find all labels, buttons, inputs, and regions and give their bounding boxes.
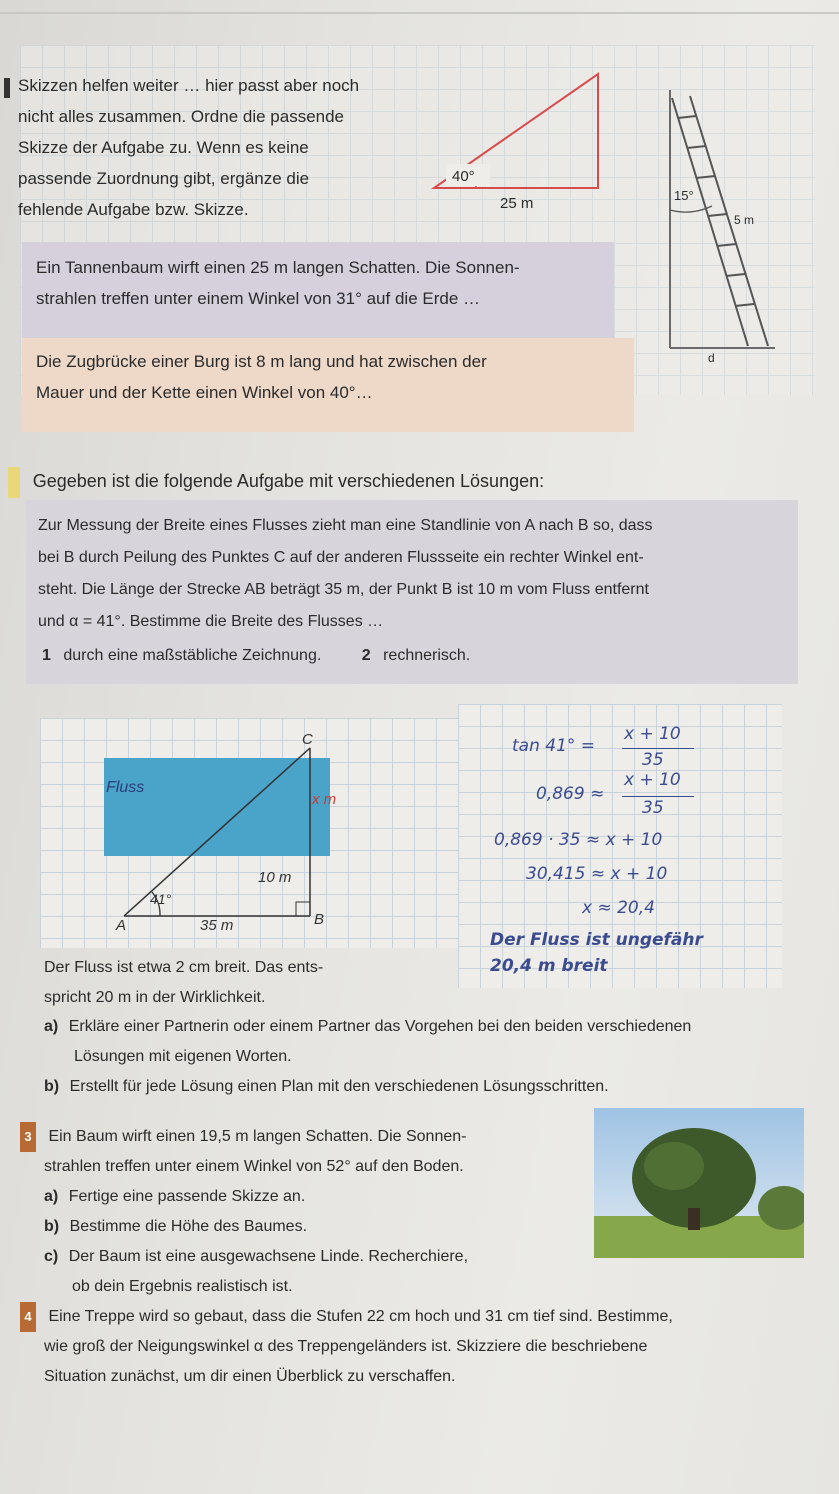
subquestion-text: Der Baum ist eine ausgewachsene Linde. Recherchiere, bbox=[68, 1248, 469, 1265]
angle-label: 15° bbox=[674, 188, 694, 203]
right-angle-mark bbox=[296, 902, 310, 916]
point-b: B bbox=[314, 911, 325, 928]
x-label: x m bbox=[312, 791, 337, 808]
task3 bbox=[20, 1122, 600, 1302]
option1-text: durch eine maßstäbliche Zeichnung. bbox=[63, 647, 322, 664]
task2-subquestions bbox=[44, 1012, 824, 1102]
distance-label: d bbox=[708, 351, 715, 365]
ladder-rail-right bbox=[690, 96, 768, 346]
ladder-rung bbox=[678, 116, 696, 118]
fraction-bar bbox=[622, 748, 694, 749]
river-label: Fluss bbox=[106, 779, 145, 796]
intro-line: nicht alles zusammen. Ordne die passende bbox=[18, 107, 345, 126]
intro-text bbox=[18, 70, 418, 225]
calc-line-6: Der Fluss ist ungefähr bbox=[490, 930, 703, 950]
calc-left: 0,869 ≈ bbox=[536, 784, 605, 804]
tree-trunk bbox=[688, 1208, 700, 1230]
angle-label: 40° bbox=[452, 168, 475, 185]
subquestion-text: Bestimme die Höhe des Baumes. bbox=[69, 1218, 308, 1235]
calc-line-3: 0,869 · 35 ≈ x + 10 bbox=[494, 830, 663, 850]
sketch-triangle-red bbox=[420, 60, 620, 220]
box-line: Mauer und der Kette einen Winkel von 40°… bbox=[36, 383, 373, 402]
subquestion-b bbox=[44, 1072, 824, 1102]
calc-numerator: x + 10 bbox=[624, 770, 681, 790]
subquestion-a-cont: Lösungen mit eigenen Worten. bbox=[74, 1048, 292, 1065]
task3-b bbox=[20, 1212, 600, 1242]
solution-line: Der Fluss ist etwa 2 cm breit. Das ents- bbox=[44, 959, 324, 976]
distance-label: 10 m bbox=[258, 869, 292, 886]
task-number-badge: 2 bbox=[8, 467, 20, 498]
task2-line: steht. Die Länge der Strecke AB beträgt 35 m, der Punkt B ist 10 m vom Fluss entfernt bbox=[38, 581, 649, 598]
task-box-fluss bbox=[26, 500, 798, 684]
task-number-badge: 3 bbox=[20, 1122, 36, 1152]
task3-line1 bbox=[20, 1122, 600, 1152]
task4-line3: Situation zunächst, um dir einen Überblick zu verschaffen. bbox=[44, 1368, 456, 1385]
subquestion-a bbox=[44, 1012, 824, 1042]
calc-left: tan 41° = bbox=[512, 736, 596, 756]
page-top-edge bbox=[0, 12, 839, 14]
subquestion-label: a) bbox=[44, 1018, 59, 1035]
box-line: Die Zugbrücke einer Burg ist 8 m lang und hat zwischen der bbox=[36, 352, 487, 371]
point-a: A bbox=[116, 917, 127, 934]
task2-heading bbox=[8, 466, 808, 498]
intro-line: Skizzen helfen weiter … hier passt aber noch bbox=[18, 76, 360, 95]
subquestion-label: a) bbox=[44, 1188, 59, 1205]
calc-line-2 bbox=[536, 770, 756, 820]
task-box-zugbruecke bbox=[22, 338, 634, 432]
task3-a bbox=[20, 1182, 600, 1212]
solution1-text bbox=[44, 952, 464, 984]
calc-numerator: x + 10 bbox=[624, 724, 681, 744]
subquestion-text: Fertige eine passende Skizze an. bbox=[68, 1188, 306, 1205]
solution-line: spricht 20 m in der Wirklichkeit. bbox=[44, 989, 266, 1006]
ladder-rung bbox=[735, 304, 754, 306]
fraction-bar bbox=[622, 796, 694, 797]
solution1-text-2 bbox=[44, 982, 464, 1014]
task2-line: und α = 41°. Bestimme die Breite des Flusses … bbox=[38, 613, 384, 630]
intro-marker bbox=[4, 78, 10, 98]
sketch-ladder bbox=[660, 90, 780, 380]
task3-line2: strahlen treffen unter einem Winkel von 52° auf den Boden. bbox=[44, 1158, 464, 1175]
ladder-rung bbox=[717, 244, 736, 246]
task3-text: Ein Baum wirft einen 19,5 m langen Schatten. Die Sonnen- bbox=[48, 1128, 467, 1145]
ladder-rung bbox=[726, 274, 745, 276]
calc-line-4: 30,415 ≈ x + 10 bbox=[526, 864, 668, 884]
ladder-rung bbox=[708, 214, 727, 216]
side-label: 5 m bbox=[734, 213, 755, 227]
option2-text: rechnerisch. bbox=[383, 647, 471, 664]
task2-options bbox=[38, 640, 786, 672]
task-box-tannenbaum bbox=[22, 242, 614, 338]
tree-photo bbox=[594, 1108, 804, 1258]
task2-line: Zur Messung der Breite eines Flusses zieht man eine Standlinie von A nach B so, dass bbox=[38, 517, 653, 534]
box-line: strahlen treffen unter einem Winkel von 31° auf die Erde … bbox=[36, 289, 481, 308]
subquestion-label: c) bbox=[44, 1248, 59, 1265]
intro-line: fehlende Aufgabe bzw. Skizze. bbox=[18, 200, 249, 219]
task3-c bbox=[20, 1242, 600, 1272]
angle-label: 41° bbox=[150, 891, 172, 907]
task4-line1 bbox=[20, 1302, 820, 1332]
river-sketch bbox=[40, 718, 460, 948]
option1-number: 1 bbox=[42, 647, 51, 664]
tree-crown-highlight bbox=[644, 1142, 704, 1190]
subquestion-label: b) bbox=[44, 1218, 60, 1235]
calc-line-5: x ≈ 20,4 bbox=[582, 898, 655, 918]
side-label: 25 m bbox=[500, 195, 534, 212]
calc-line-7: 20,4 m breit bbox=[490, 956, 608, 976]
task3-c-cont: ob dein Ergebnis realistisch ist. bbox=[72, 1278, 293, 1295]
ladder-rung bbox=[696, 176, 715, 178]
ab-label: 35 m bbox=[200, 917, 234, 934]
task2-line: bei B durch Peilung des Punktes C auf der anderen Flussseite ein rechter Winkel ent- bbox=[38, 549, 644, 566]
calc-denominator: 35 bbox=[642, 750, 664, 770]
ladder-rung bbox=[687, 146, 706, 148]
task4 bbox=[20, 1302, 820, 1392]
calc-line-1 bbox=[512, 724, 752, 774]
point-c: C bbox=[302, 731, 313, 748]
subquestion-label: b) bbox=[44, 1078, 60, 1095]
option2-number: 2 bbox=[361, 647, 371, 664]
task4-line2: wie groß der Neigungswinkel α des Treppengeländers ist. Skizziere die beschriebene bbox=[44, 1338, 648, 1355]
task-number-badge: 4 bbox=[20, 1302, 36, 1332]
subquestion-text: Erstellt für jede Lösung einen Plan mit den verschiedenen Lösungsschritten. bbox=[69, 1078, 609, 1095]
river-area bbox=[104, 758, 330, 856]
task2-heading-text: Gegeben ist die folgende Aufgabe mit verschiedenen Lösungen: bbox=[32, 471, 545, 491]
box-line: Ein Tannenbaum wirft einen 25 m langen Schatten. Die Sonnen- bbox=[36, 258, 520, 277]
intro-line: passende Zuordnung gibt, ergänze die bbox=[18, 169, 310, 188]
calc-denominator: 35 bbox=[642, 798, 664, 818]
task4-text: Eine Treppe wird so gebaut, dass die Stufen 22 cm hoch und 31 cm tief sind. Bestimme, bbox=[48, 1308, 673, 1325]
intro-line: Skizze der Aufgabe zu. Wenn es keine bbox=[18, 138, 309, 157]
subquestion-text: Erkläre einer Partnerin oder einem Partner das Vorgehen bei den beiden verschiedenen bbox=[68, 1018, 692, 1035]
